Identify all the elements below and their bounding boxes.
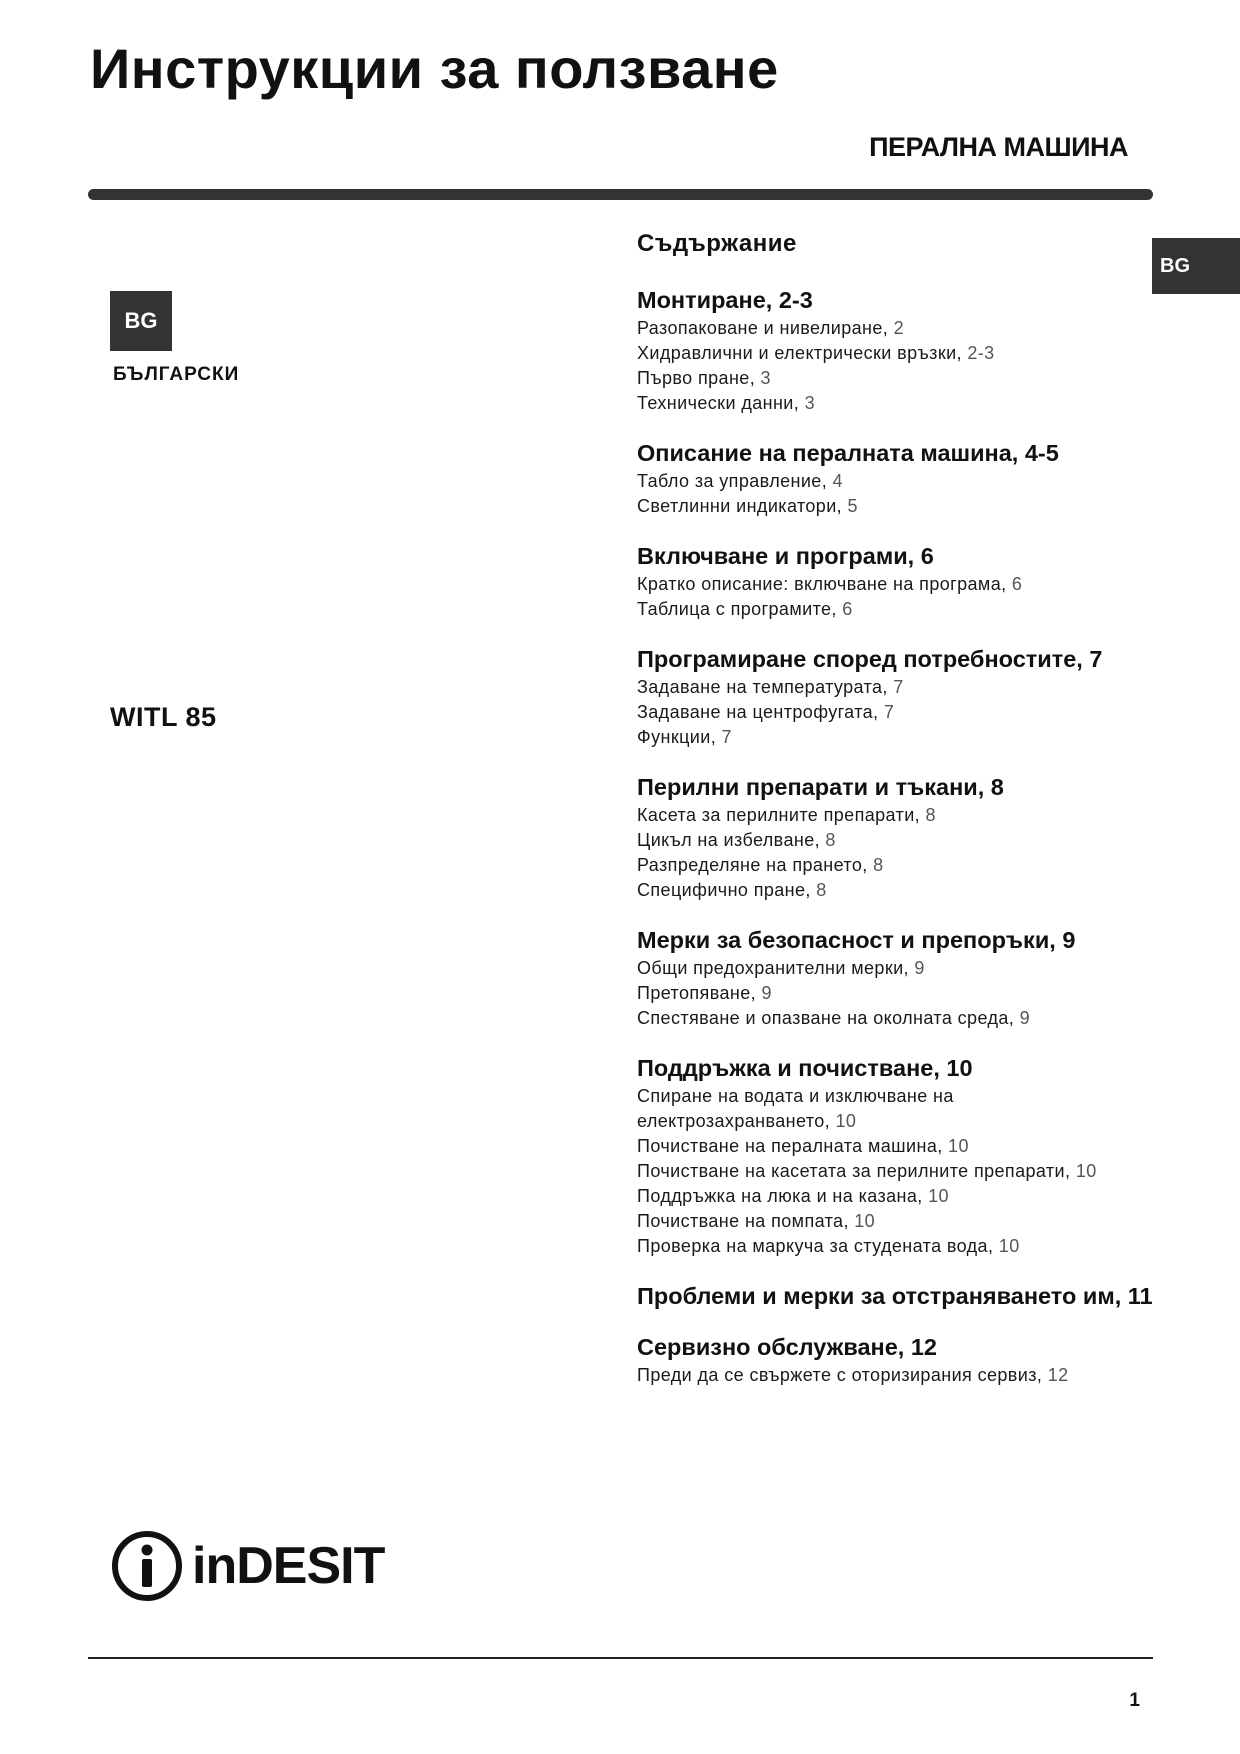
toc-item-label: Проверка на маркуча за студената вода,: [637, 1236, 999, 1256]
model-number: WITL 85: [110, 702, 217, 732]
toc-section-title[interactable]: Програмиране според потребностите, 7: [637, 646, 1103, 672]
toc-section: [637, 645, 1157, 750]
toc-heading: Съдържание: [637, 230, 797, 257]
toc-item-label: Касета за перилните препарати,: [637, 805, 926, 825]
toc-item[interactable]: [637, 853, 1157, 878]
toc-item-label: Цикъл на избелване,: [637, 830, 826, 850]
toc-section: [637, 1333, 1157, 1388]
toc-item-page: 8: [825, 830, 836, 850]
toc-item-page: 7: [893, 677, 904, 697]
language-side-tab: BG: [1152, 238, 1240, 294]
toc-item[interactable]: [637, 494, 1157, 519]
toc-section: [637, 286, 1157, 416]
toc-item-label: Общи предохранителни мерки,: [637, 958, 915, 978]
footer-divider: [88, 1657, 1153, 1659]
toc-section-title[interactable]: Поддръжка и почистване, 10: [637, 1055, 973, 1081]
toc-item-page: 8: [816, 880, 827, 900]
brand-logo-wordmark: inDESIT: [192, 1537, 385, 1595]
toc-item[interactable]: [637, 725, 1157, 750]
language-badge: BG: [110, 291, 172, 351]
toc-item-label: електрозахранването,: [637, 1111, 836, 1131]
toc-item-label: Преди да се свържете с оторизирания сервиз,: [637, 1365, 1048, 1385]
toc-item-label: Поддръжка на люка и на казана,: [637, 1186, 929, 1206]
toc-item-page: 10: [835, 1111, 857, 1131]
toc-item-page: 10: [948, 1136, 969, 1156]
toc-item-label: Задаване на температурата,: [637, 677, 894, 697]
product-subtitle: ПЕРАЛНА МАШИНА: [869, 132, 1128, 162]
toc-item-label: Първо пране,: [637, 368, 761, 388]
toc-item[interactable]: [637, 1006, 1157, 1031]
table-of-contents: [637, 230, 1157, 1411]
toc-item-label: Спестяване и опазване на околната среда,: [637, 1008, 1020, 1028]
toc-section-title[interactable]: Описание на пералната машина, 4-5: [637, 440, 1059, 466]
toc-item-label: Почистване на пералната машина,: [637, 1136, 949, 1156]
toc-item-page: 12: [1047, 1365, 1069, 1385]
toc-item-label: Функции,: [637, 727, 722, 747]
toc-item[interactable]: [637, 1234, 1157, 1259]
toc-section-title[interactable]: Монтиране, 2-3: [637, 287, 813, 313]
toc-section: [637, 1054, 1157, 1259]
toc-section: [637, 1282, 1157, 1310]
toc-item-label: Почистване на касетата за перилните препарати,: [637, 1161, 1076, 1181]
toc-item-label: Технически данни,: [637, 393, 805, 413]
toc-item[interactable]: [637, 956, 1157, 981]
toc-section-title[interactable]: Мерки за безопасност и препоръки, 9: [637, 927, 1076, 953]
toc-section: [637, 439, 1157, 519]
page-title: Инструкции за ползване: [90, 37, 779, 100]
toc-item-page: 4: [832, 471, 843, 491]
toc-item-page: 10: [854, 1211, 876, 1231]
toc-item-label: Разопаковане и нивелиране,: [637, 318, 894, 338]
toc-item-page: 3: [804, 393, 815, 413]
toc-item-page: 2: [893, 318, 905, 338]
toc-item-label: Спиране на водата и изключване на: [637, 1086, 954, 1106]
toc-item-label: Разпределяне на прането,: [637, 855, 874, 875]
toc-item-label: Специфично пране,: [637, 880, 817, 900]
toc-item[interactable]: [637, 316, 1157, 341]
toc-section-title[interactable]: Проблеми и мерки за отстраняването им, 11: [637, 1283, 1153, 1309]
toc-item-page: 10: [998, 1236, 1020, 1256]
toc-item-page: 7: [721, 727, 732, 747]
toc-item[interactable]: [637, 572, 1157, 597]
toc-section: [637, 773, 1157, 903]
toc-section: [637, 542, 1157, 622]
toc-item-page: 10: [1075, 1161, 1097, 1181]
toc-item-label: Почистване на помпата,: [637, 1211, 855, 1231]
toc-item[interactable]: [637, 981, 1157, 1006]
toc-section-title[interactable]: Перилни препарати и тъкани, 8: [637, 774, 1004, 800]
toc-item[interactable]: [637, 700, 1157, 725]
toc-item[interactable]: [637, 1109, 1157, 1134]
toc-item[interactable]: [637, 878, 1157, 903]
toc-section-title[interactable]: Сервизно обслужване, 12: [637, 1334, 937, 1360]
toc-item-page: 6: [842, 599, 853, 619]
toc-item[interactable]: [637, 1159, 1157, 1184]
toc-item-page: 10: [928, 1186, 949, 1206]
toc-item-label: Задаване на центрофугата,: [637, 702, 884, 722]
toc-item-page: 6: [1011, 574, 1023, 594]
brand-logo: [110, 1530, 384, 1602]
toc-item-page: 9: [914, 958, 925, 978]
toc-item[interactable]: [637, 1209, 1157, 1234]
toc-item[interactable]: [637, 391, 1157, 416]
toc-item-page: 3: [760, 368, 771, 388]
language-name: БЪЛГАРСКИ: [113, 364, 240, 385]
toc-item[interactable]: [637, 1134, 1157, 1159]
toc-item-page: 9: [761, 983, 772, 1003]
toc-item-label: Кратко описание: включване на програма,: [637, 574, 1012, 594]
toc-item[interactable]: [637, 803, 1157, 828]
indesit-emblem-icon: [110, 1529, 184, 1603]
toc-section-title[interactable]: Включване и програми, 6: [637, 543, 934, 569]
toc-item[interactable]: [637, 675, 1157, 700]
toc-item-label: Претопяване,: [637, 983, 762, 1003]
toc-item[interactable]: [637, 1084, 1157, 1109]
toc-sections: [637, 286, 1157, 1388]
toc-item-label: Светлинни индикатори,: [637, 496, 848, 516]
toc-item[interactable]: [637, 1184, 1157, 1209]
toc-item-label: Таблица с програмите,: [637, 599, 843, 619]
toc-section: [637, 926, 1157, 1031]
toc-item-page: 8: [925, 805, 936, 825]
toc-item-page: 7: [883, 702, 895, 722]
toc-item[interactable]: [637, 366, 1157, 391]
toc-item[interactable]: [637, 341, 1157, 366]
toc-item-label: Хидравлични и електрически връзки,: [637, 343, 968, 363]
toc-item-page: 8: [873, 855, 884, 875]
toc-item-page: 2-3: [967, 343, 995, 363]
header-divider: [88, 189, 1153, 200]
toc-item-page: 5: [847, 496, 858, 516]
toc-item[interactable]: [637, 597, 1157, 622]
toc-item[interactable]: [637, 828, 1157, 853]
toc-item[interactable]: [637, 469, 1157, 494]
toc-item[interactable]: [637, 1363, 1157, 1388]
page-number: 1: [1129, 1690, 1140, 1711]
toc-item-label: Табло за управление,: [637, 471, 833, 491]
toc-item-page: 9: [1019, 1008, 1031, 1028]
